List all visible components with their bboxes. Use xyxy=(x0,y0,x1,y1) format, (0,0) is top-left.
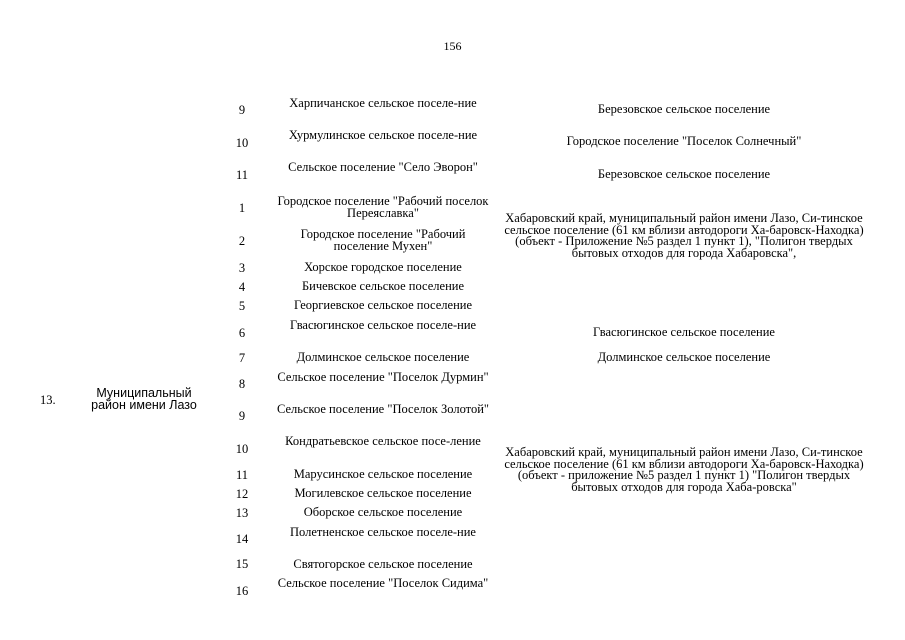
settlement-name: Святогорское сельское поселение xyxy=(293,557,473,571)
settlement-name: Полетненское сельское поселе-ние xyxy=(290,525,476,539)
row-number: 1 xyxy=(238,201,246,215)
row-number: 11 xyxy=(235,468,249,482)
row-number: 2 xyxy=(238,234,246,248)
row-number: 5 xyxy=(238,299,246,313)
destination-text: Гвасюгинское сельское поселение xyxy=(593,325,775,339)
settlement-name: Городское поселение "Рабочий поселение Мухен" xyxy=(300,227,466,253)
settlement-name: Хурмулинское сельское поселе-ние xyxy=(288,128,478,142)
district-name: Муниципальный район имени Лазо xyxy=(91,386,197,412)
row-number: 14 xyxy=(235,532,249,546)
settlement-name: Могилевское сельское поселение xyxy=(294,486,472,500)
settlement-name: Сельское поселение "Поселок Дурмин" xyxy=(277,370,489,384)
row-number: 3 xyxy=(238,261,246,275)
row-number: 11 xyxy=(235,168,249,182)
destination-text: Хабаровский край, муниципальный район имени Лазо, Си-тинское сельское поселение (61 км вблизи автодороги Ха-баровск-Находка) (объект - Приложение №5 раздел 1 пункт 1), "Полигон твердых бытовых отходов для города Хабаровска", xyxy=(504,211,864,260)
row-number: 16 xyxy=(235,584,249,598)
destination-text: Долминское сельское поселение xyxy=(597,350,771,364)
row-number: 6 xyxy=(238,326,246,340)
settlement-name: Оборское сельское поселение xyxy=(303,505,463,519)
row-number: 10 xyxy=(235,442,249,456)
settlement-name: Долминское сельское поселение xyxy=(296,350,470,364)
settlement-name: Харпичанское сельское поселе-ние xyxy=(289,96,477,110)
page-number: 156 xyxy=(443,39,462,53)
settlement-name: Георгиевское сельское поселение xyxy=(293,298,473,312)
settlement-name: Сельское поселение "Село Эворон" xyxy=(288,160,478,174)
row-number: 15 xyxy=(235,557,249,571)
row-number: 12 xyxy=(235,487,249,501)
destination-text: Городское поселение "Поселок Солнечный" xyxy=(566,134,802,148)
row-number: 4 xyxy=(238,280,246,294)
row-number: 9 xyxy=(238,103,246,117)
destination-text: Березовское сельское поселение xyxy=(597,102,771,116)
settlement-name: Городское поселение "Рабочий поселок Переяславка" xyxy=(277,194,489,220)
settlement-name: Сельское поселение "Поселок Сидима" xyxy=(277,576,489,590)
destination-text: Березовское сельское поселение xyxy=(597,167,771,181)
settlement-name: Кондратьевское сельское посе-ление xyxy=(285,434,481,448)
settlement-name: Сельское поселение "Поселок Золотой" xyxy=(276,402,489,416)
row-number: 10 xyxy=(235,136,249,150)
row-number: 8 xyxy=(238,377,246,391)
settlement-name: Бичевское сельское поселение xyxy=(301,279,465,293)
settlement-name: Гвасюгинское сельское поселе-ние xyxy=(289,318,477,332)
settlement-name: Хорское городское поселение xyxy=(304,260,462,274)
settlement-name: Марусинское сельское поселение xyxy=(293,467,473,481)
row-number: 13 xyxy=(235,506,249,520)
destination-text: Хабаровский край, муниципальный район имени Лазо, Си-тинское сельское поселение (61 км вблизи автодороги Ха-баровск-Находка) (объект - приложение №5 раздел 1 пункт 1) "Полигон твердых бытовых отходов для города Хаба-ровска" xyxy=(504,445,864,494)
district-number: 13. xyxy=(40,393,56,407)
row-number: 7 xyxy=(238,351,246,365)
row-number: 9 xyxy=(238,409,246,423)
